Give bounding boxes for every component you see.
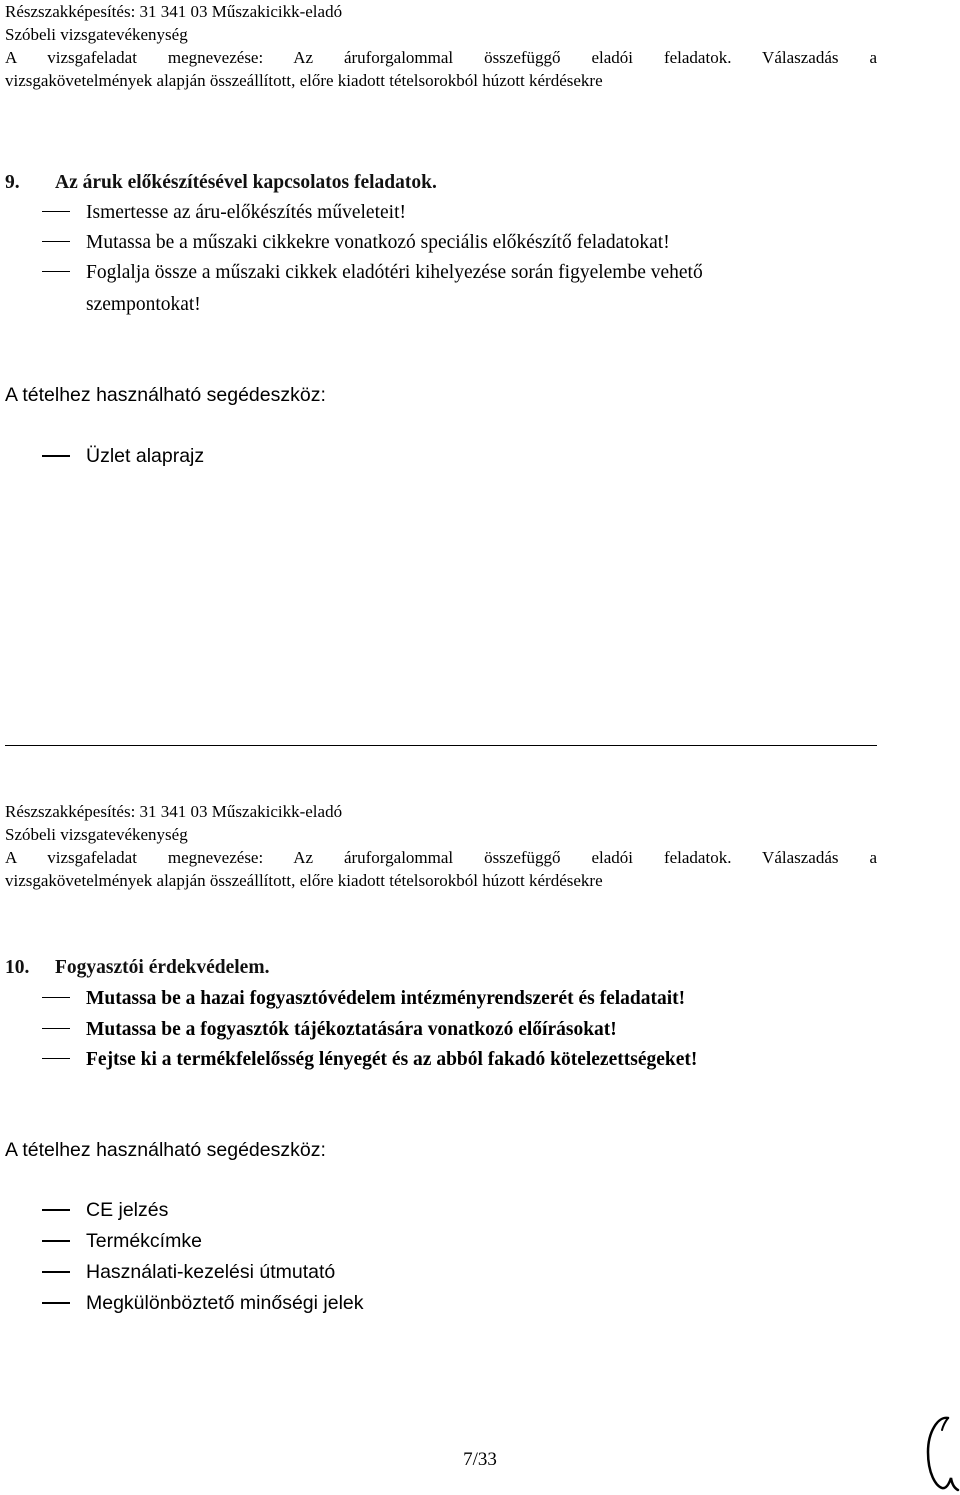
tool-text: Termékcímke <box>86 1230 202 1252</box>
header-activity: Szóbeli vizsgatevékenység <box>5 25 188 44</box>
question-9-item-2 <box>42 228 670 257</box>
question-9-item-1 <box>42 198 406 227</box>
question-10-item-2 <box>42 1015 617 1044</box>
question-number: 9. <box>5 172 20 193</box>
item-text: Mutassa be a fogyasztók tájékoztatására vonatkozó előírásokat! <box>86 1019 617 1040</box>
item-text: Foglalja össze a műszaki cikkek eladótéri kihelyezése során figyelembe vehető <box>86 262 703 283</box>
dash-icon <box>42 1302 70 1304</box>
question-10-item-3 <box>42 1045 697 1074</box>
question-title: Az áruk előkészítésével kapcsolatos feladatok. <box>55 172 437 193</box>
tool-item <box>42 1257 335 1288</box>
page-header-bottom <box>5 800 877 892</box>
tool-text: Használati-kezelési útmutató <box>86 1261 336 1283</box>
dash-icon <box>42 211 70 213</box>
tool-item <box>42 1226 202 1257</box>
item-text: Mutassa be a műszaki cikkekre vonatkozó speciális előkészítő feladatokat! <box>86 232 670 253</box>
tool-text: Üzlet alaprajz <box>86 445 205 467</box>
tools-heading-10: A tételhez használható segédeszköz: <box>5 1139 326 1161</box>
tool-text: Megkülönböztető minőségi jelek <box>86 1292 364 1314</box>
header-task-name-cont: vizsgakövetelmények alapján összeállított, előre kiadott tételsorokból húzott kérdésekre <box>5 71 603 90</box>
dash-icon <box>42 1209 70 1211</box>
page-number: 7/33 <box>463 1449 497 1470</box>
header-activity: Szóbeli vizsgatevékenység <box>5 825 188 844</box>
tool-item <box>42 441 204 472</box>
question-10-title <box>5 953 269 982</box>
page-divider <box>5 745 877 746</box>
dash-icon <box>42 1240 70 1242</box>
question-number: 10. <box>5 957 30 978</box>
header-task-name-cont: vizsgakövetelmények alapján összeállított, előre kiadott tételsorokból húzott kérdésekre <box>5 871 603 890</box>
tools-heading-9: A tételhez használható segédeszköz: <box>5 384 326 406</box>
dash-icon <box>42 455 70 457</box>
tool-text: CE jelzés <box>86 1199 169 1221</box>
page-header-top <box>5 0 877 92</box>
dash-icon <box>42 1028 70 1030</box>
item-text: Ismertesse az áru-előkészítés műveleteit! <box>86 202 406 223</box>
dash-icon <box>42 1271 70 1273</box>
dash-icon <box>42 1058 70 1060</box>
header-qualification: Részszakképesítés: 31 341 03 Műszakicikk-eladó <box>5 2 343 21</box>
item-text: Fejtse ki a termékfelelősség lényegét és az abból fakadó kötelezettségeket! <box>86 1049 698 1070</box>
dash-icon <box>42 997 70 999</box>
question-9-item-3-cont: szempontokat! <box>86 294 201 315</box>
signature-mark <box>918 1412 960 1494</box>
question-9-title <box>5 168 437 197</box>
header-task-name: A vizsgafeladat megnevezése: Az áruforgalommal összefüggő eladói feladatok. Válaszadás a <box>5 848 877 867</box>
item-text: Mutassa be a hazai fogyasztóvédelem intézményrendszerét és feladatait! <box>86 988 686 1009</box>
header-qualification: Részszakképesítés: 31 341 03 Műszakicikk-eladó <box>5 802 343 821</box>
tool-item <box>42 1288 364 1319</box>
question-9-item-3 <box>42 258 703 287</box>
question-title: Fogyasztói érdekvédelem. <box>55 957 270 978</box>
dash-icon <box>42 271 70 273</box>
question-10-item-1 <box>42 984 685 1013</box>
tool-item <box>42 1195 168 1226</box>
dash-icon <box>42 241 70 243</box>
header-task-name: A vizsgafeladat megnevezése: Az áruforgalommal összefüggő eladói feladatok. Válaszadás a <box>5 48 877 67</box>
